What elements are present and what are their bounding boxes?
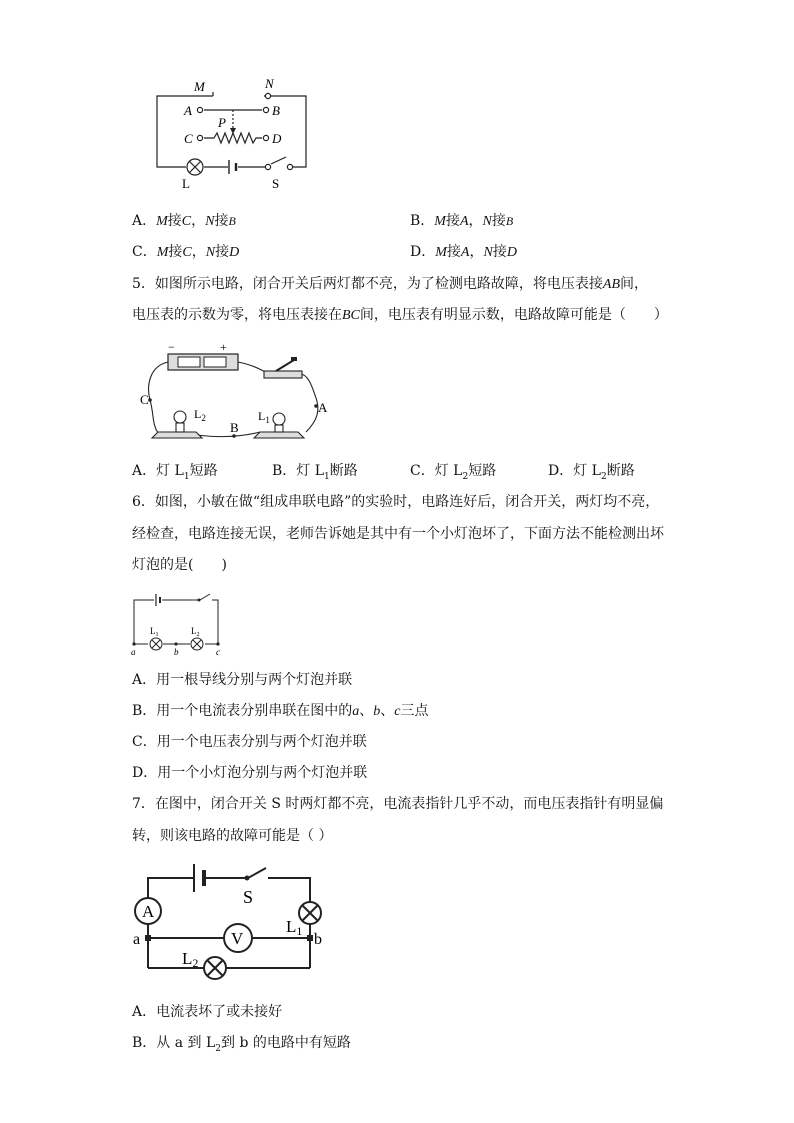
lamp-L2-label: $L_2$ (191, 626, 200, 638)
q6-question-line1: 6．如图，小敏在做“组成串联电路”的实验时，电路连好后，闭合开关，两灯均不亮， (132, 494, 660, 510)
label-L: L (182, 176, 190, 191)
q7-option-a[interactable]: A．电流表坏了或未接好 (132, 1004, 283, 1020)
q6-option-c[interactable]: C．用一个电压表分别与两个灯泡并联 (132, 734, 367, 750)
q6-question-line3: 灯泡的是( ) (132, 557, 227, 573)
label-A: A (184, 103, 192, 118)
q6-option-a[interactable]: A．用一根导线分别与两个灯泡并联 (132, 672, 353, 688)
q6-circuit-figure (128, 588, 228, 658)
q7-circuit-figure (128, 860, 328, 985)
point-C: C (140, 392, 149, 407)
point-b: b (174, 647, 179, 657)
q6-option-b[interactable]: B．用一个电流表分别串联在图中的a、b、c三点 (132, 703, 429, 719)
q5-option-a[interactable]: A．灯 $L_1$短路 (132, 463, 218, 482)
label-C: C (184, 131, 193, 146)
label-S: S (272, 176, 280, 191)
label-P: P (218, 115, 226, 130)
q4-option-b[interactable]: B．M接A，N接B (410, 213, 514, 229)
point-b: b (314, 931, 322, 948)
lamp-L1-label: $L_1$ (150, 626, 159, 638)
q7-question-line2: 转，则该电路的故障可能是（ ） (132, 828, 333, 844)
lamp-L1-label: $L_1$ (258, 409, 270, 425)
ammeter-label: A (142, 902, 155, 921)
q7-option-b[interactable]: B．从 a 到 $L_2$到 b 的电路中有短路 (132, 1035, 351, 1054)
voltmeter-label: V (231, 929, 244, 948)
point-a: a (131, 647, 136, 657)
q5-option-b[interactable]: B．灯 $L_1$断路 (272, 463, 358, 482)
label-D: D (272, 131, 282, 146)
q4-option-d[interactable]: D．M接A，N接D (410, 244, 517, 260)
point-c: c (216, 647, 220, 657)
q5-circuit-figure (138, 340, 328, 448)
label-B: B (272, 103, 280, 118)
q6-question-line2: 经检查，电路连接无误，老师告诉她是其中有一个小灯泡坏了，下面方法不能检测出坏 (132, 526, 664, 542)
switch-S-label: S (243, 887, 254, 907)
battery-plus: + (220, 340, 227, 354)
q4-circuit-figure (140, 72, 330, 194)
q4-option-a[interactable]: A．M接C，N接B (132, 213, 236, 229)
battery-minus: − (168, 340, 175, 354)
point-B: B (230, 420, 239, 435)
q4-option-c[interactable]: C．M接C，N接D (132, 244, 240, 260)
q5-option-d[interactable]: D．灯 $L_2$断路 (548, 463, 635, 482)
label-N: N (265, 76, 274, 91)
q5-option-c[interactable]: C．灯 $L_2$短路 (410, 463, 497, 482)
q5-question-line1: 5．如图所示电路，闭合开关后两灯都不亮，为了检测电路故障，将电压表接AB间， (132, 276, 649, 292)
q6-option-d[interactable]: D．用一个小灯泡分别与两个灯泡并联 (132, 765, 368, 781)
lamp-L2-label: L2 (182, 949, 199, 970)
q7-question-line1: 7．在图中，闭合开关 S 时两灯都不亮，电流表指针几乎不动，而电压表指针有明显偏 (132, 796, 664, 812)
label-M: M (194, 79, 205, 94)
point-A: A (318, 400, 328, 415)
q5-question-line2: 电压表的示数为零，将电压表接在BC间，电压表有明显示数，电路故障可能是（ ） (132, 307, 668, 323)
lamp-L2-label: $L_2$ (194, 407, 206, 423)
point-a: a (133, 931, 141, 948)
lamp-L1-label: L1 (286, 917, 303, 938)
